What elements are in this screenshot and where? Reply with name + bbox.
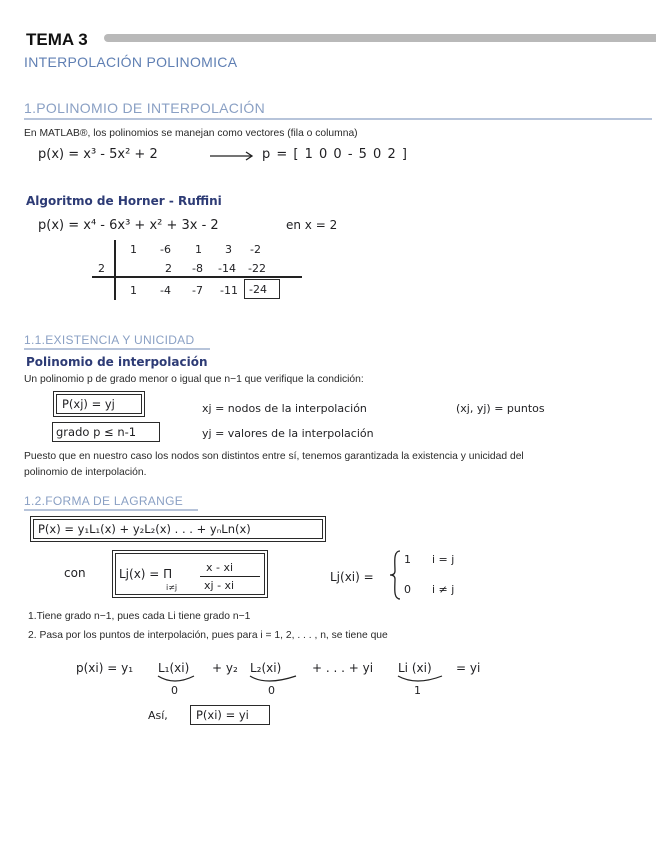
example-poly: p(x) = x³ - 5x² + 2 <box>38 147 158 162</box>
section-12-rule <box>24 509 198 511</box>
matlab-intro: En MATLAB®, los polinomios se manejan como vectores (fila o columna) <box>24 128 358 139</box>
r1-c2: -6 <box>160 243 171 256</box>
asi-label: Así, <box>148 709 168 722</box>
page-subtitle: INTERPOLACIÓN POLINOMICA <box>24 54 238 70</box>
r3-c1: 1 <box>130 284 137 297</box>
underbrace-value-3: 1 <box>414 684 421 697</box>
arrow-right-icon <box>208 150 256 162</box>
lj-xi-label: Lj(xi) = <box>330 570 374 584</box>
left-brace-icon <box>388 549 402 601</box>
condition-formula: P(xj) = yj <box>62 397 115 411</box>
con-label: con <box>64 566 86 580</box>
eval-lhs: p(xi) = y₁ <box>76 661 134 675</box>
paragraph-line-2: polinomio de interpolación. <box>24 467 147 478</box>
case-1-value: 1 <box>404 553 411 566</box>
r1-c4: 3 <box>225 243 232 256</box>
r1-c3: 1 <box>195 243 202 256</box>
lj-fraction-bar <box>200 576 260 577</box>
r3-c3: -7 <box>192 284 203 297</box>
r3-c4: -11 <box>220 284 238 297</box>
ruffini-vline <box>114 240 116 300</box>
example-vector: p = [ 1 0 0 - 5 0 2 ] <box>262 147 408 162</box>
r2-c5: -22 <box>248 262 266 275</box>
header-bar <box>104 34 656 42</box>
r1-c1: 1 <box>130 243 137 256</box>
eval-plus-1: + y₂ <box>212 661 238 675</box>
case-2-value: 0 <box>404 583 411 596</box>
eval-end: = yi <box>456 661 481 675</box>
eval-term-2: L₂(xi) <box>250 661 282 675</box>
eval-term-3: Li (xi) <box>398 661 432 675</box>
condition-text: Un polinomio p de grado menor o igual que n−1 que verifique la condición: <box>24 374 364 385</box>
paragraph-line-1: Puesto que en nuestro caso los nodos son distintos entre sí, tenemos garantizada la existencia y unicidad del <box>24 451 524 462</box>
lj-left: Lj(x) = Π <box>119 567 173 581</box>
lj-numerator: x - xi <box>206 561 234 574</box>
list-item-2: 2. Pasa por los puntos de interpolación, pues para i = 1, 2, . . . , n, se tiene que <box>28 630 388 641</box>
r2-c3: -8 <box>192 262 203 275</box>
underbraces-icon <box>154 674 454 688</box>
case-1-condition: i = j <box>432 553 455 566</box>
r2-c2: 2 <box>165 262 172 275</box>
note-nodes: xj = nodos de la interpolación <box>202 402 367 415</box>
list-item-1: 1.Tiene grado n−1, pues cada Li tiene grado n−1 <box>28 611 251 622</box>
interp-subheading: Polinomio de interpolación <box>26 355 208 369</box>
underbrace-value-1: 0 <box>171 684 178 697</box>
eval-term-1: L₁(xi) <box>158 661 190 675</box>
note-values: yj = valores de la interpolación <box>202 427 374 440</box>
horner-at: en x = 2 <box>286 218 338 232</box>
r2-c4: -14 <box>218 262 236 275</box>
tema-title: TEMA 3 <box>26 30 88 49</box>
horner-poly: p(x) = x⁴ - 6x³ + x² + 3x - 2 <box>38 218 219 233</box>
ruffini-divisor: 2 <box>98 262 105 275</box>
r3-c2: -4 <box>160 284 171 297</box>
horner-title: Algoritmo de Horner - Ruffini <box>26 194 222 208</box>
final-result: P(xi) = yi <box>196 708 249 722</box>
lj-denominator: xj - xi <box>204 579 235 592</box>
ruffini-hline <box>92 276 302 278</box>
section-1-rule <box>24 118 652 120</box>
note-points: (xj, yj) = puntos <box>456 402 545 415</box>
ruffini-result: -24 <box>249 283 267 296</box>
section-12-title: 1.2.FORMA DE LAGRANGE <box>24 494 184 508</box>
lj-product-sub: i≠j <box>166 583 178 592</box>
r1-c5: -2 <box>250 243 261 256</box>
grade-formula: grado p ≤ n-1 <box>56 425 137 439</box>
underbrace-value-2: 0 <box>268 684 275 697</box>
case-2-condition: i ≠ j <box>432 583 455 596</box>
section-1-title: 1.POLINOMIO DE INTERPOLACIÓN <box>24 100 265 116</box>
lagrange-formula: P(x) = y₁L₁(x) + y₂L₂(x) . . . + yₙLn(x) <box>38 522 251 536</box>
section-11-rule <box>24 348 210 350</box>
eval-middle: + . . . + yi <box>312 661 374 675</box>
section-11-title: 1.1.EXISTENCIA Y UNICIDAD <box>24 333 195 347</box>
